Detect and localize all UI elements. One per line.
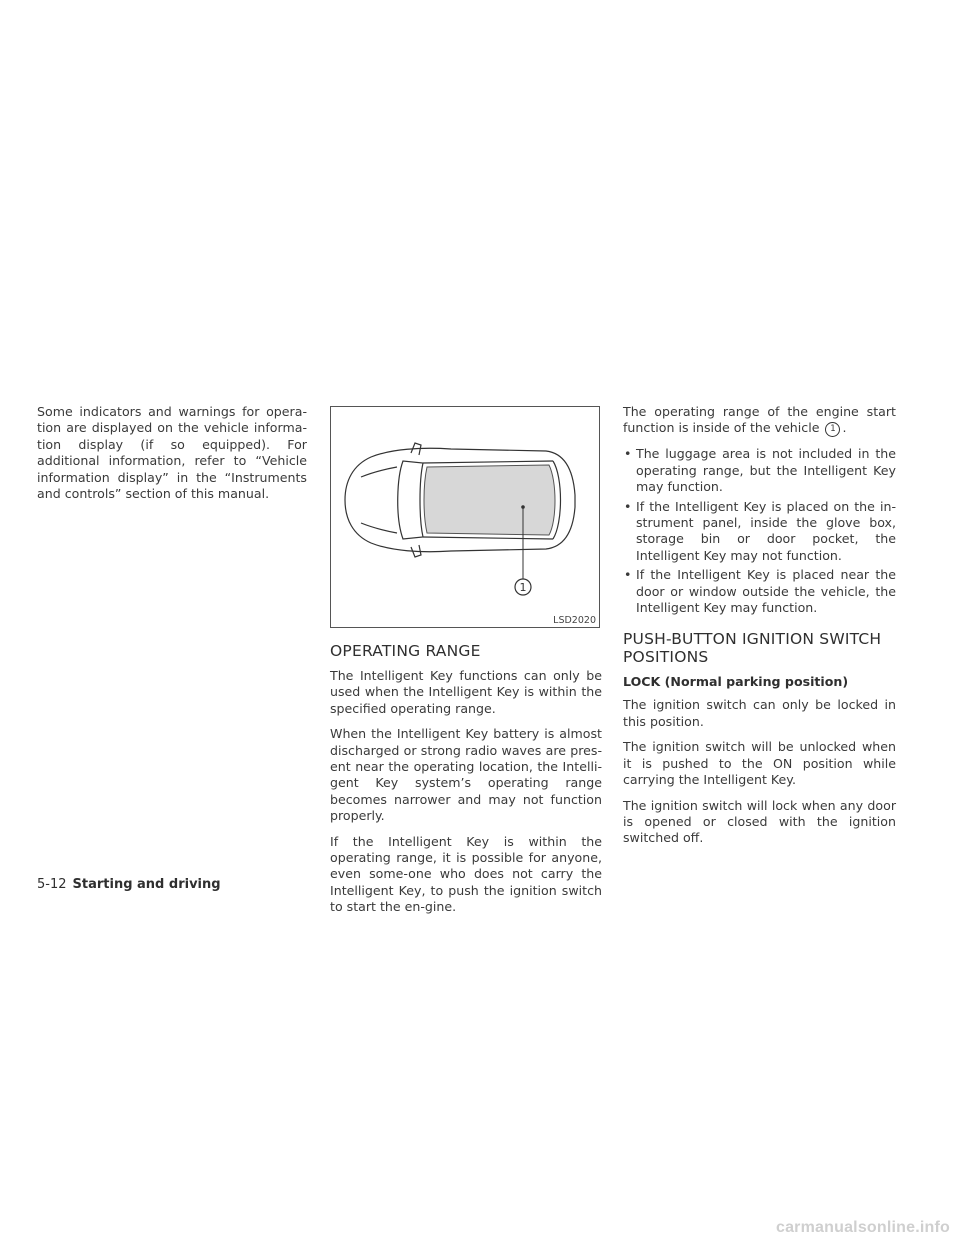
car-top-view-illustration bbox=[331, 407, 601, 629]
section-title: Starting and driving bbox=[72, 877, 221, 892]
ignition-switch-heading: PUSH-BUTTON IGNITION SWITCH POSITIONS bbox=[623, 630, 882, 667]
page-number: 5-12 bbox=[37, 877, 67, 892]
lock-paragraph-2: The ignition switch will be unlocked when it is pushed to the ON position while carrying the Intelligent Key. bbox=[623, 739, 896, 788]
bullet-text: The luggage area is not included in the operating range, but the Intelligent Key may function. bbox=[636, 446, 896, 495]
lock-paragraph-3: The ignition switch will lock when any door is opened or closed with the ignition switched off. bbox=[623, 797, 896, 846]
watermark-logo: carmanualsonline.info bbox=[775, 1219, 950, 1236]
callout-1-icon: 1 bbox=[825, 422, 840, 437]
intro-paragraph: Some indicators and warnings for opera-tion are displayed on the vehicle informa-tion display (if so equipped). For additional information, refer to “Vehicle information display” in the “Instruments and controls” section of this manual. bbox=[37, 404, 307, 502]
operating-range-heading: OPERATING RANGE bbox=[330, 642, 481, 660]
range-bullet-list bbox=[623, 446, 896, 616]
lock-position-subheading: LOCK (Normal parking position) bbox=[623, 674, 849, 690]
operating-range-paragraph-3: If the Intelligent Key is within the operating range, it is possible for anyone, even some-one who does not carry the Intelligent Key, to push the ignition switch to start the en-gine. bbox=[330, 833, 602, 915]
list-item bbox=[623, 446, 896, 495]
bullet-text: If the Intelligent Key is placed on the in-strument panel, inside the glove box, storage bin or door pocket, the Intelligent Key may not function. bbox=[636, 498, 896, 563]
bullet-icon: • bbox=[624, 567, 632, 583]
vehicle-range-figure bbox=[330, 406, 600, 628]
lock-paragraph-1: The ignition switch can only be locked in this position. bbox=[623, 697, 896, 729]
page-footer bbox=[37, 877, 221, 892]
operating-range-paragraph-2: When the Intelligent Key battery is almost discharged or strong radio waves are pres-ent near the operating location, the Intelli-gent Key system’s operating range becomes narrower and may not function properly. bbox=[330, 726, 602, 824]
bullet-icon: • bbox=[624, 446, 632, 462]
list-item bbox=[623, 499, 896, 565]
figure-code: LSD2020 bbox=[553, 615, 596, 626]
left-column bbox=[37, 404, 307, 511]
middle-column bbox=[330, 406, 602, 925]
engine-start-range-text: The operating range of the engine start function is inside of the vehicle bbox=[623, 404, 896, 436]
operating-range-paragraph-1: The Intelligent Key functions can only be used when the Intelligent Key is within the specified operating range. bbox=[330, 668, 602, 716]
right-column bbox=[623, 404, 896, 856]
list-item bbox=[623, 567, 896, 616]
engine-start-range-paragraph bbox=[623, 404, 896, 437]
figure-callout-number: 1 bbox=[519, 581, 527, 594]
bullet-icon: • bbox=[624, 498, 632, 514]
engine-start-range-period: . bbox=[842, 420, 847, 436]
bullet-text: If the Intelligent Key is placed near the door or window outside the vehicle, the Intelligent Key may function. bbox=[636, 567, 896, 616]
